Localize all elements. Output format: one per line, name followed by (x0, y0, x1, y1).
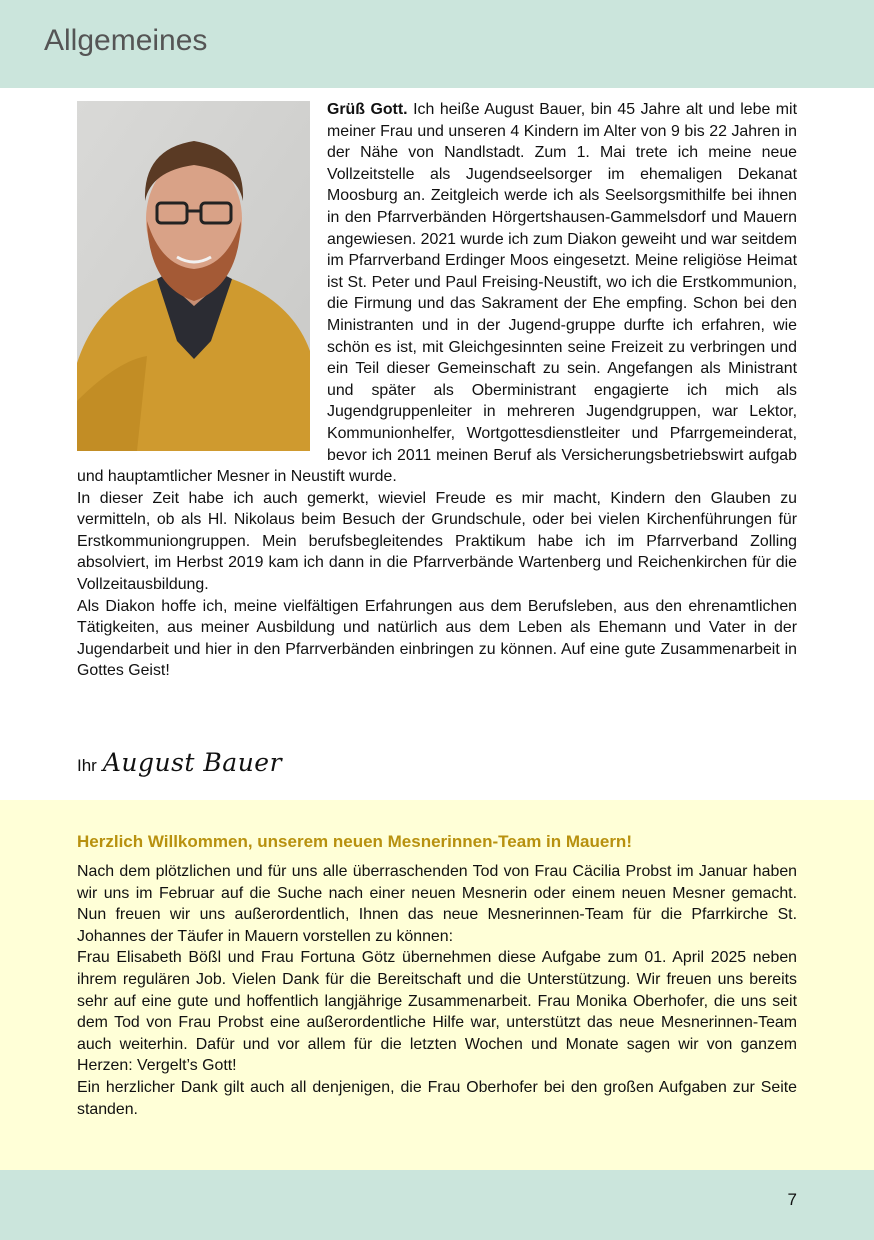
welcome-paragraph-3: Ein herzlicher Dank gilt auch all denjenigen, die Frau Oberhofer bei den großen Aufgaben zur Seite standen. (77, 1078, 797, 1118)
section-title: Allgemeines (44, 24, 208, 57)
intro-article (77, 99, 797, 682)
welcome-title: Herzlich Willkommen, unserem neuen Mesnerinnen-Team in Mauern! (77, 832, 632, 851)
page-number: 7 (787, 1190, 797, 1209)
welcome-paragraph-1: Nach dem plötzlichen und für uns alle überraschenden Tod von Frau Cäcilia Probst im Januar haben wir uns im Februar auf die Suche nach einer neuen Mesnerin oder einem neuen Mesner gemacht. Nun freuen wir uns außerordentlich, Ihnen das neue Mesnerinnen-Team für die Pfarrkirche St. Johannes der Täufer in Mauern vorstellen zu können: (77, 863, 797, 945)
page-footer (0, 1170, 874, 1240)
signature (77, 748, 282, 781)
signature-prefix: Ihr (77, 756, 97, 775)
intro-text-1: Ich heiße August Bauer, bin 45 Jahre alt und lebe mit meiner Frau und unseren 4 Kindern im Alter von 9 bis 22 Jahren in der Nähe von Nandlstadt. Zum 1. Mai trete ich meine neue Vollzeitstelle als Jugendseelsorger im ehemaligen Dekanat Moosburg an. Zeitgleich werde ich als Seelsorgsmithilfe bei ihnen in den Pfarrverbänden Hörgertshausen-Gammelsdorf und Mauern angewiesen. 2021 wurde ich zum Diakon geweiht und war seitdem im Pfarrverband Erdinger Moos eingesetzt. Meine religiöse Heimat ist St. Peter und Paul Freising-Neustift, wo ich die Erstkommunion, die Firmung und das Sakrament der Ehe empfing. Schon bei den Ministranten und in der Jugend-gruppe durfte ich erfahren, wie schön es ist, mit Gleichgesinnten seine Freizeit zu verbringen und ein Teil dieser Gemeinschaft zu sein. Angefangen als Ministrant und später als Oberministrant engagierte ich mich als Jugendgruppenleiter in mehreren Jugendgruppen, war Lektor, Kommunionhelfer, Wortgottesdienstleiter und Pfarrgemeinderat, bevor ich 2011 meinen Beruf als Versicherungsbetriebswirt aufgab und hauptamtlicher Mesner in Neustift wurde. (77, 101, 797, 486)
welcome-paragraph-2: Frau Elisabeth Bößl und Frau Fortuna Götz übernehmen diese Aufgabe zum 01. April 2025 neben ihrem regulären Job. Vielen Dank für die Bereitschaft und die Unterstützung. Wir freuen uns bereits sehr auf eine gute und hoffentlich langjährige Zusammenarbeit. Frau Monika Oberhofer, die uns seit dem Tod von Frau Probst eine außerordentliche Hilfe war, unterstützt das neue Mesnerinnen-Team auch weiterhin. Dafür und vor allem für die letzten Wochen und Monate sagen wir von ganzem Herzen: Vergelt’s Gott! (77, 949, 797, 1075)
signature-name: August Bauer (102, 748, 283, 777)
intro-paragraph-3: Als Diakon hoffe ich, meine vielfältigen Erfahrungen aus dem Berufsleben, aus den ehrenamtlichen Tätigkeiten, aus meiner Ausbildung und natürlich aus dem Leben als Ehemann und Vater in der Jugendarbeit und hier in den Pfarrverbänden einbringen zu können. Auf eine gute Zusammenarbeit in Gottes Geist! (77, 597, 797, 680)
welcome-section (0, 800, 874, 1170)
intro-paragraph-2: In dieser Zeit habe ich auch gemerkt, wieviel Freude es mir macht, Kindern den Glauben zu vermitteln, ob als Hl. Nikolaus beim Besuch der Grundschule, oder bei vielen Kirchenführungen für Erstkommuniongruppen. Mein berufsbegleitendes Praktikum habe ich im Pfarrverband Zolling absolviert, im Herbst 2019 kam ich dann in die Pfarrverbände Wartenberg und Reichenkirchen für die Vollzeitausbildung. (77, 489, 797, 594)
page-header (0, 0, 874, 88)
greeting-lead: Grüß Gott. (327, 101, 408, 118)
portrait-photo (77, 101, 310, 451)
welcome-article (77, 832, 797, 1120)
